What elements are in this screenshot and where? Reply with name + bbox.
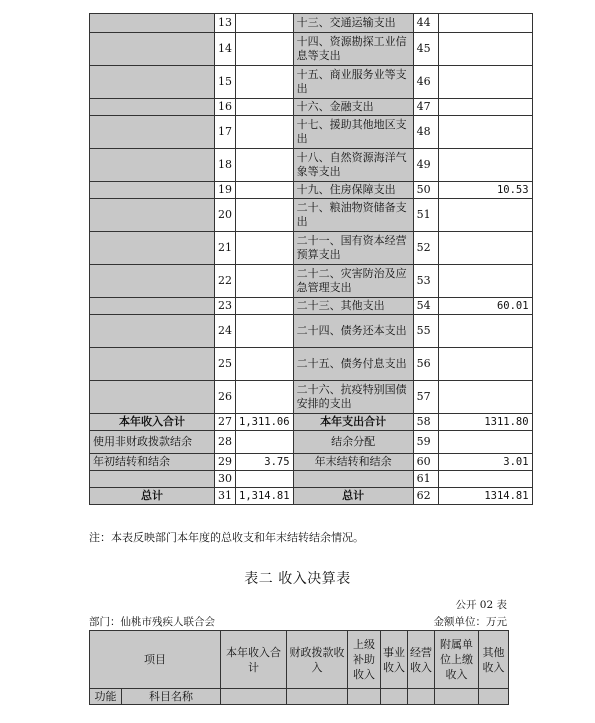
right-amount	[438, 14, 532, 33]
left-amount	[236, 99, 294, 116]
table-row	[90, 199, 533, 232]
right-line-no: 61	[413, 471, 438, 488]
table-row	[90, 265, 533, 298]
right-amount	[438, 348, 532, 381]
right-line-no: 46	[413, 66, 438, 99]
left-label	[90, 199, 215, 232]
right-label	[293, 471, 413, 488]
right-line-no: 60	[413, 454, 438, 471]
left-amount	[236, 431, 294, 454]
table-note: 注：本表反映部门本年度的总收支和年末结转结余情况。	[89, 531, 364, 544]
right-amount	[438, 66, 532, 99]
header-subject: 科目名称	[122, 689, 221, 705]
right-label: 十九、住房保障支出	[293, 182, 413, 199]
department-label: 部门：仙桃市残疾人联合会	[89, 616, 215, 628]
left-amount	[236, 199, 294, 232]
right-amount	[438, 471, 532, 488]
left-label	[90, 66, 215, 99]
subheader-row	[90, 689, 509, 705]
left-line-no: 25	[215, 348, 236, 381]
header-row	[90, 631, 509, 689]
left-amount: 1,311.06	[236, 414, 294, 431]
right-line-no: 56	[413, 348, 438, 381]
right-label: 本年支出合计	[293, 414, 413, 431]
table-row	[90, 298, 533, 315]
right-amount	[438, 315, 532, 348]
right-label: 二十、粮油物资储备支出	[293, 199, 413, 232]
left-line-no: 29	[215, 454, 236, 471]
right-label: 二十六、抗疫特别国债安排的支出	[293, 381, 413, 414]
left-line-no: 16	[215, 99, 236, 116]
left-amount	[236, 232, 294, 265]
left-line-no: 30	[215, 471, 236, 488]
left-amount	[236, 182, 294, 199]
table-body	[90, 14, 533, 505]
left-label	[90, 298, 215, 315]
left-line-no: 13	[215, 14, 236, 33]
right-amount	[438, 265, 532, 298]
right-line-no: 58	[413, 414, 438, 431]
unit-label: 金额单位：万元	[433, 616, 507, 628]
left-line-no: 19	[215, 182, 236, 199]
left-line-no: 23	[215, 298, 236, 315]
income-table	[89, 630, 509, 705]
right-label: 十七、援助其他地区支出	[293, 116, 413, 149]
table-row	[90, 381, 533, 414]
right-amount: 10.53	[438, 182, 532, 199]
table-row	[90, 33, 533, 66]
table-row	[90, 182, 533, 199]
left-label	[90, 471, 215, 488]
right-label: 二十一、国有资本经营预算支出	[293, 232, 413, 265]
table-row	[90, 66, 533, 99]
left-amount	[236, 298, 294, 315]
table-row	[90, 14, 533, 33]
left-label	[90, 116, 215, 149]
right-line-no: 51	[413, 199, 438, 232]
final-accounts-table	[89, 13, 533, 505]
right-line-no: 54	[413, 298, 438, 315]
left-amount: 3.75	[236, 454, 294, 471]
right-label: 二十五、债务付息支出	[293, 348, 413, 381]
right-line-no: 52	[413, 232, 438, 265]
left-label: 使用非财政拨款结余	[90, 431, 215, 454]
right-label: 二十四、债务还本支出	[293, 315, 413, 348]
left-line-no: 22	[215, 265, 236, 298]
table-row	[90, 99, 533, 116]
right-line-no: 53	[413, 265, 438, 298]
right-amount	[438, 33, 532, 66]
left-line-no: 31	[215, 488, 236, 505]
right-amount	[438, 199, 532, 232]
right-label: 年末结转和结余	[293, 454, 413, 471]
right-amount	[438, 232, 532, 265]
right-amount	[438, 116, 532, 149]
left-amount	[236, 66, 294, 99]
left-label: 本年收入合计	[90, 414, 215, 431]
table2-code: 公开 02 表	[455, 599, 507, 611]
table2-title: 表二 收入决算表	[244, 571, 351, 587]
header-affiliated: 附属单位上缴收入	[435, 631, 479, 689]
table-row	[90, 471, 533, 488]
left-label	[90, 99, 215, 116]
right-label: 二十二、灾害防治及应急管理支出	[293, 265, 413, 298]
table-row	[90, 431, 533, 454]
right-amount: 1311.80	[438, 414, 532, 431]
header-total: 本年收入合计	[221, 631, 287, 689]
left-amount	[236, 149, 294, 182]
left-amount: 1,314.81	[236, 488, 294, 505]
table-row	[90, 488, 533, 505]
left-line-no: 20	[215, 199, 236, 232]
right-amount	[438, 431, 532, 454]
left-amount	[236, 471, 294, 488]
left-label	[90, 149, 215, 182]
table-row	[90, 116, 533, 149]
left-amount	[236, 381, 294, 414]
right-label: 结余分配	[293, 431, 413, 454]
right-amount: 3.01	[438, 454, 532, 471]
left-amount	[236, 265, 294, 298]
right-label: 十五、商业服务业等支出	[293, 66, 413, 99]
right-line-no: 57	[413, 381, 438, 414]
right-label: 十四、资源勘探工业信息等支出	[293, 33, 413, 66]
table-row	[90, 315, 533, 348]
table-row	[90, 348, 533, 381]
left-label	[90, 14, 215, 33]
left-label	[90, 348, 215, 381]
header-function: 功能	[90, 689, 122, 705]
left-line-no: 24	[215, 315, 236, 348]
right-line-no: 50	[413, 182, 438, 199]
header-fiscal: 财政拨款收入	[287, 631, 348, 689]
right-amount	[438, 381, 532, 414]
left-label	[90, 182, 215, 199]
left-label	[90, 381, 215, 414]
right-line-no: 62	[413, 488, 438, 505]
left-line-no: 14	[215, 33, 236, 66]
header-item: 项目	[90, 631, 221, 689]
table-row	[90, 414, 533, 431]
right-line-no: 55	[413, 315, 438, 348]
left-amount	[236, 116, 294, 149]
table-row	[90, 232, 533, 265]
right-line-no: 59	[413, 431, 438, 454]
right-label: 十八、自然资源海洋气象等支出	[293, 149, 413, 182]
left-line-no: 26	[215, 381, 236, 414]
left-label	[90, 265, 215, 298]
left-amount	[236, 348, 294, 381]
right-label: 二十三、其他支出	[293, 298, 413, 315]
left-label: 总计	[90, 488, 215, 505]
table-row	[90, 149, 533, 182]
header-operating: 经营收入	[408, 631, 435, 689]
right-amount	[438, 99, 532, 116]
left-amount	[236, 14, 294, 33]
header-business: 事业收入	[381, 631, 408, 689]
left-label	[90, 315, 215, 348]
left-amount	[236, 33, 294, 66]
right-line-no: 49	[413, 149, 438, 182]
left-line-no: 27	[215, 414, 236, 431]
right-line-no: 45	[413, 33, 438, 66]
left-line-no: 15	[215, 66, 236, 99]
right-label: 总计	[293, 488, 413, 505]
right-amount	[438, 149, 532, 182]
left-label	[90, 232, 215, 265]
right-amount: 60.01	[438, 298, 532, 315]
left-amount	[236, 315, 294, 348]
left-line-no: 18	[215, 149, 236, 182]
right-amount: 1314.81	[438, 488, 532, 505]
right-line-no: 48	[413, 116, 438, 149]
table-row	[90, 454, 533, 471]
right-label: 十六、金融支出	[293, 99, 413, 116]
left-line-no: 28	[215, 431, 236, 454]
left-line-no: 17	[215, 116, 236, 149]
header-other: 其他收入	[479, 631, 509, 689]
right-label: 十三、交通运输支出	[293, 14, 413, 33]
left-line-no: 21	[215, 232, 236, 265]
right-line-no: 44	[413, 14, 438, 33]
right-line-no: 47	[413, 99, 438, 116]
left-label: 年初结转和结余	[90, 454, 215, 471]
header-subsidy: 上级补助收入	[348, 631, 381, 689]
left-label	[90, 33, 215, 66]
